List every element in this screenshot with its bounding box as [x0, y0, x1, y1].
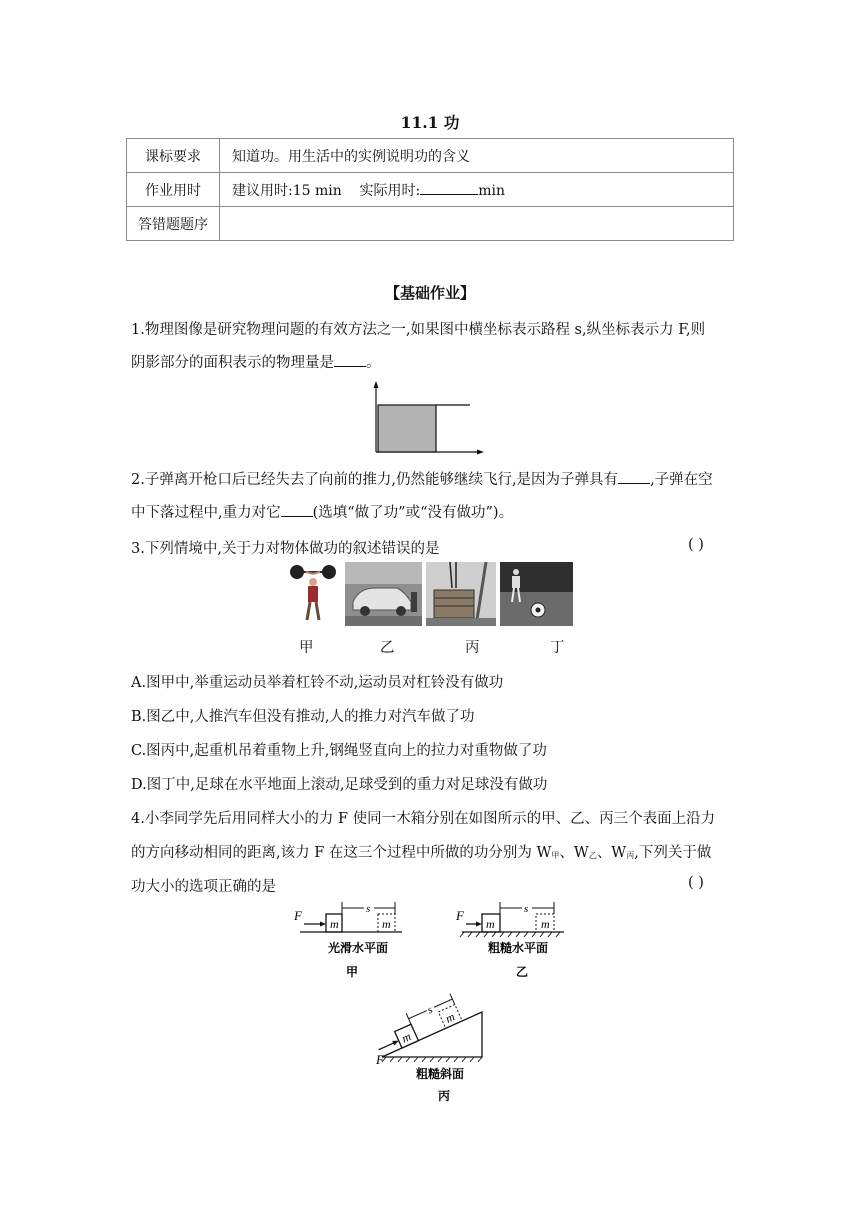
table-cell-label: 课标要求	[127, 139, 220, 173]
table-cell-value	[220, 207, 734, 241]
surface-label: 光滑水平面	[328, 941, 389, 955]
diagram-rough-incline	[368, 990, 508, 1106]
answer-blank	[618, 471, 650, 484]
table-row	[127, 139, 734, 173]
q2-text: ,子弹在空	[650, 472, 713, 488]
q4-text: 的方向移动相同的距离,该力 F 在这三个过程中所做的功分别为 W	[131, 845, 552, 861]
football-image	[500, 562, 573, 626]
mass-label: m	[443, 1009, 457, 1026]
option-a: A.图甲中,举重运动员举着杠铃不动,运动员对杠铃没有做功	[131, 675, 504, 691]
q1-text: 阴影部分的面积表示的物理量是	[131, 355, 334, 371]
option-c: C.图丙中,起重机吊着重物上升,钢绳竖直向上的拉力对重物做了功	[131, 743, 547, 759]
actual-time-blank	[420, 180, 478, 195]
shaded-area	[378, 405, 436, 452]
diagram-caption: 甲	[346, 965, 359, 979]
table-cell-value: 知道功。用生活中的实例说明功的含义	[220, 139, 734, 173]
option-d: D.图丁中,足球在水平地面上滚动,足球受到的重力对足球没有做功	[131, 777, 548, 793]
q2-line2	[131, 501, 513, 522]
time-unit: min	[478, 182, 506, 199]
caption-jia: 甲	[299, 640, 314, 656]
q2-text: 中下落过程中,重力对它	[131, 505, 281, 521]
subscript: 乙	[588, 851, 597, 860]
q2-text: (选填“做了功”或“没有做功”)。	[312, 505, 514, 521]
pushing-car-image	[345, 562, 422, 626]
distance-label: s	[425, 1003, 435, 1017]
caption-yi: 乙	[380, 640, 395, 656]
caption-bing: 丙	[465, 640, 480, 656]
diagram-smooth-horizontal	[290, 900, 420, 990]
q2-line1	[131, 468, 713, 489]
answer-blank	[334, 354, 366, 367]
weightlifter-image	[288, 562, 338, 626]
diagram-caption: 丙	[438, 1089, 451, 1103]
q4-text: 、W	[559, 845, 589, 861]
mass-label: m	[486, 917, 495, 931]
q1-graph	[366, 380, 486, 460]
page-title: 11.1 功	[400, 113, 460, 132]
caption-ding: 丁	[550, 640, 565, 656]
force-label: F	[376, 1052, 384, 1067]
answer-paren: ( )	[688, 537, 704, 553]
section-title: 【基础作业】	[384, 284, 475, 302]
mass-label: m	[399, 1029, 414, 1046]
mass-label: m	[382, 917, 391, 931]
mass-label: m	[330, 917, 339, 931]
table-cell-value	[220, 173, 734, 207]
q2-text: 2.子弹离开枪口后已经失去了向前的推力,仍然能够继续飞行,是因为子弹具有	[131, 472, 619, 488]
q1-end: 。	[366, 355, 381, 371]
q4-text: ,下列关于做	[634, 845, 712, 861]
table-row	[127, 173, 734, 207]
diagram-rough-horizontal	[452, 900, 582, 990]
distance-label: s	[524, 903, 529, 915]
q4-line2	[131, 841, 711, 862]
crane-image	[426, 562, 496, 626]
q4-line1: 4.小李同学先后用同样大小的力 F 使同一木箱分别在如图所示的甲、乙、丙三个表面上沿力	[131, 811, 716, 827]
force-label: F	[456, 908, 464, 923]
mass-label: m	[541, 917, 550, 931]
surface-label: 粗糙斜面	[416, 1067, 465, 1081]
info-table	[126, 138, 734, 241]
q4-line3: 功大小的选项正确的是	[131, 879, 276, 895]
answer-blank	[281, 504, 313, 517]
surface-label: 粗糙水平面	[488, 941, 549, 955]
table-row	[127, 207, 734, 241]
q3-stem: 3.下列情境中,关于力对物体做功的叙述错误的是	[131, 541, 440, 557]
answer-paren: ( )	[688, 875, 704, 891]
table-cell-label: 作业用时	[127, 173, 220, 207]
table-cell-label: 答错题题序	[127, 207, 220, 241]
subscript: 甲	[551, 851, 560, 860]
option-b: B.图乙中,人推汽车但没有推动,人的推力对汽车做了功	[131, 709, 475, 725]
subscript: 丙	[626, 851, 635, 860]
distance-label: s	[366, 903, 371, 915]
suggested-time-text: 建议用时:15 min 实际用时:	[232, 182, 421, 199]
q4-text: 、W	[596, 845, 627, 861]
q1-line1: 1.物理图像是研究物理问题的有效方法之一,如果图中横坐标表示路程 s,纵坐标表示力 F,则	[131, 322, 706, 338]
diagram-caption: 乙	[516, 965, 529, 979]
q1-line2	[131, 351, 381, 372]
force-label: F	[294, 908, 302, 923]
